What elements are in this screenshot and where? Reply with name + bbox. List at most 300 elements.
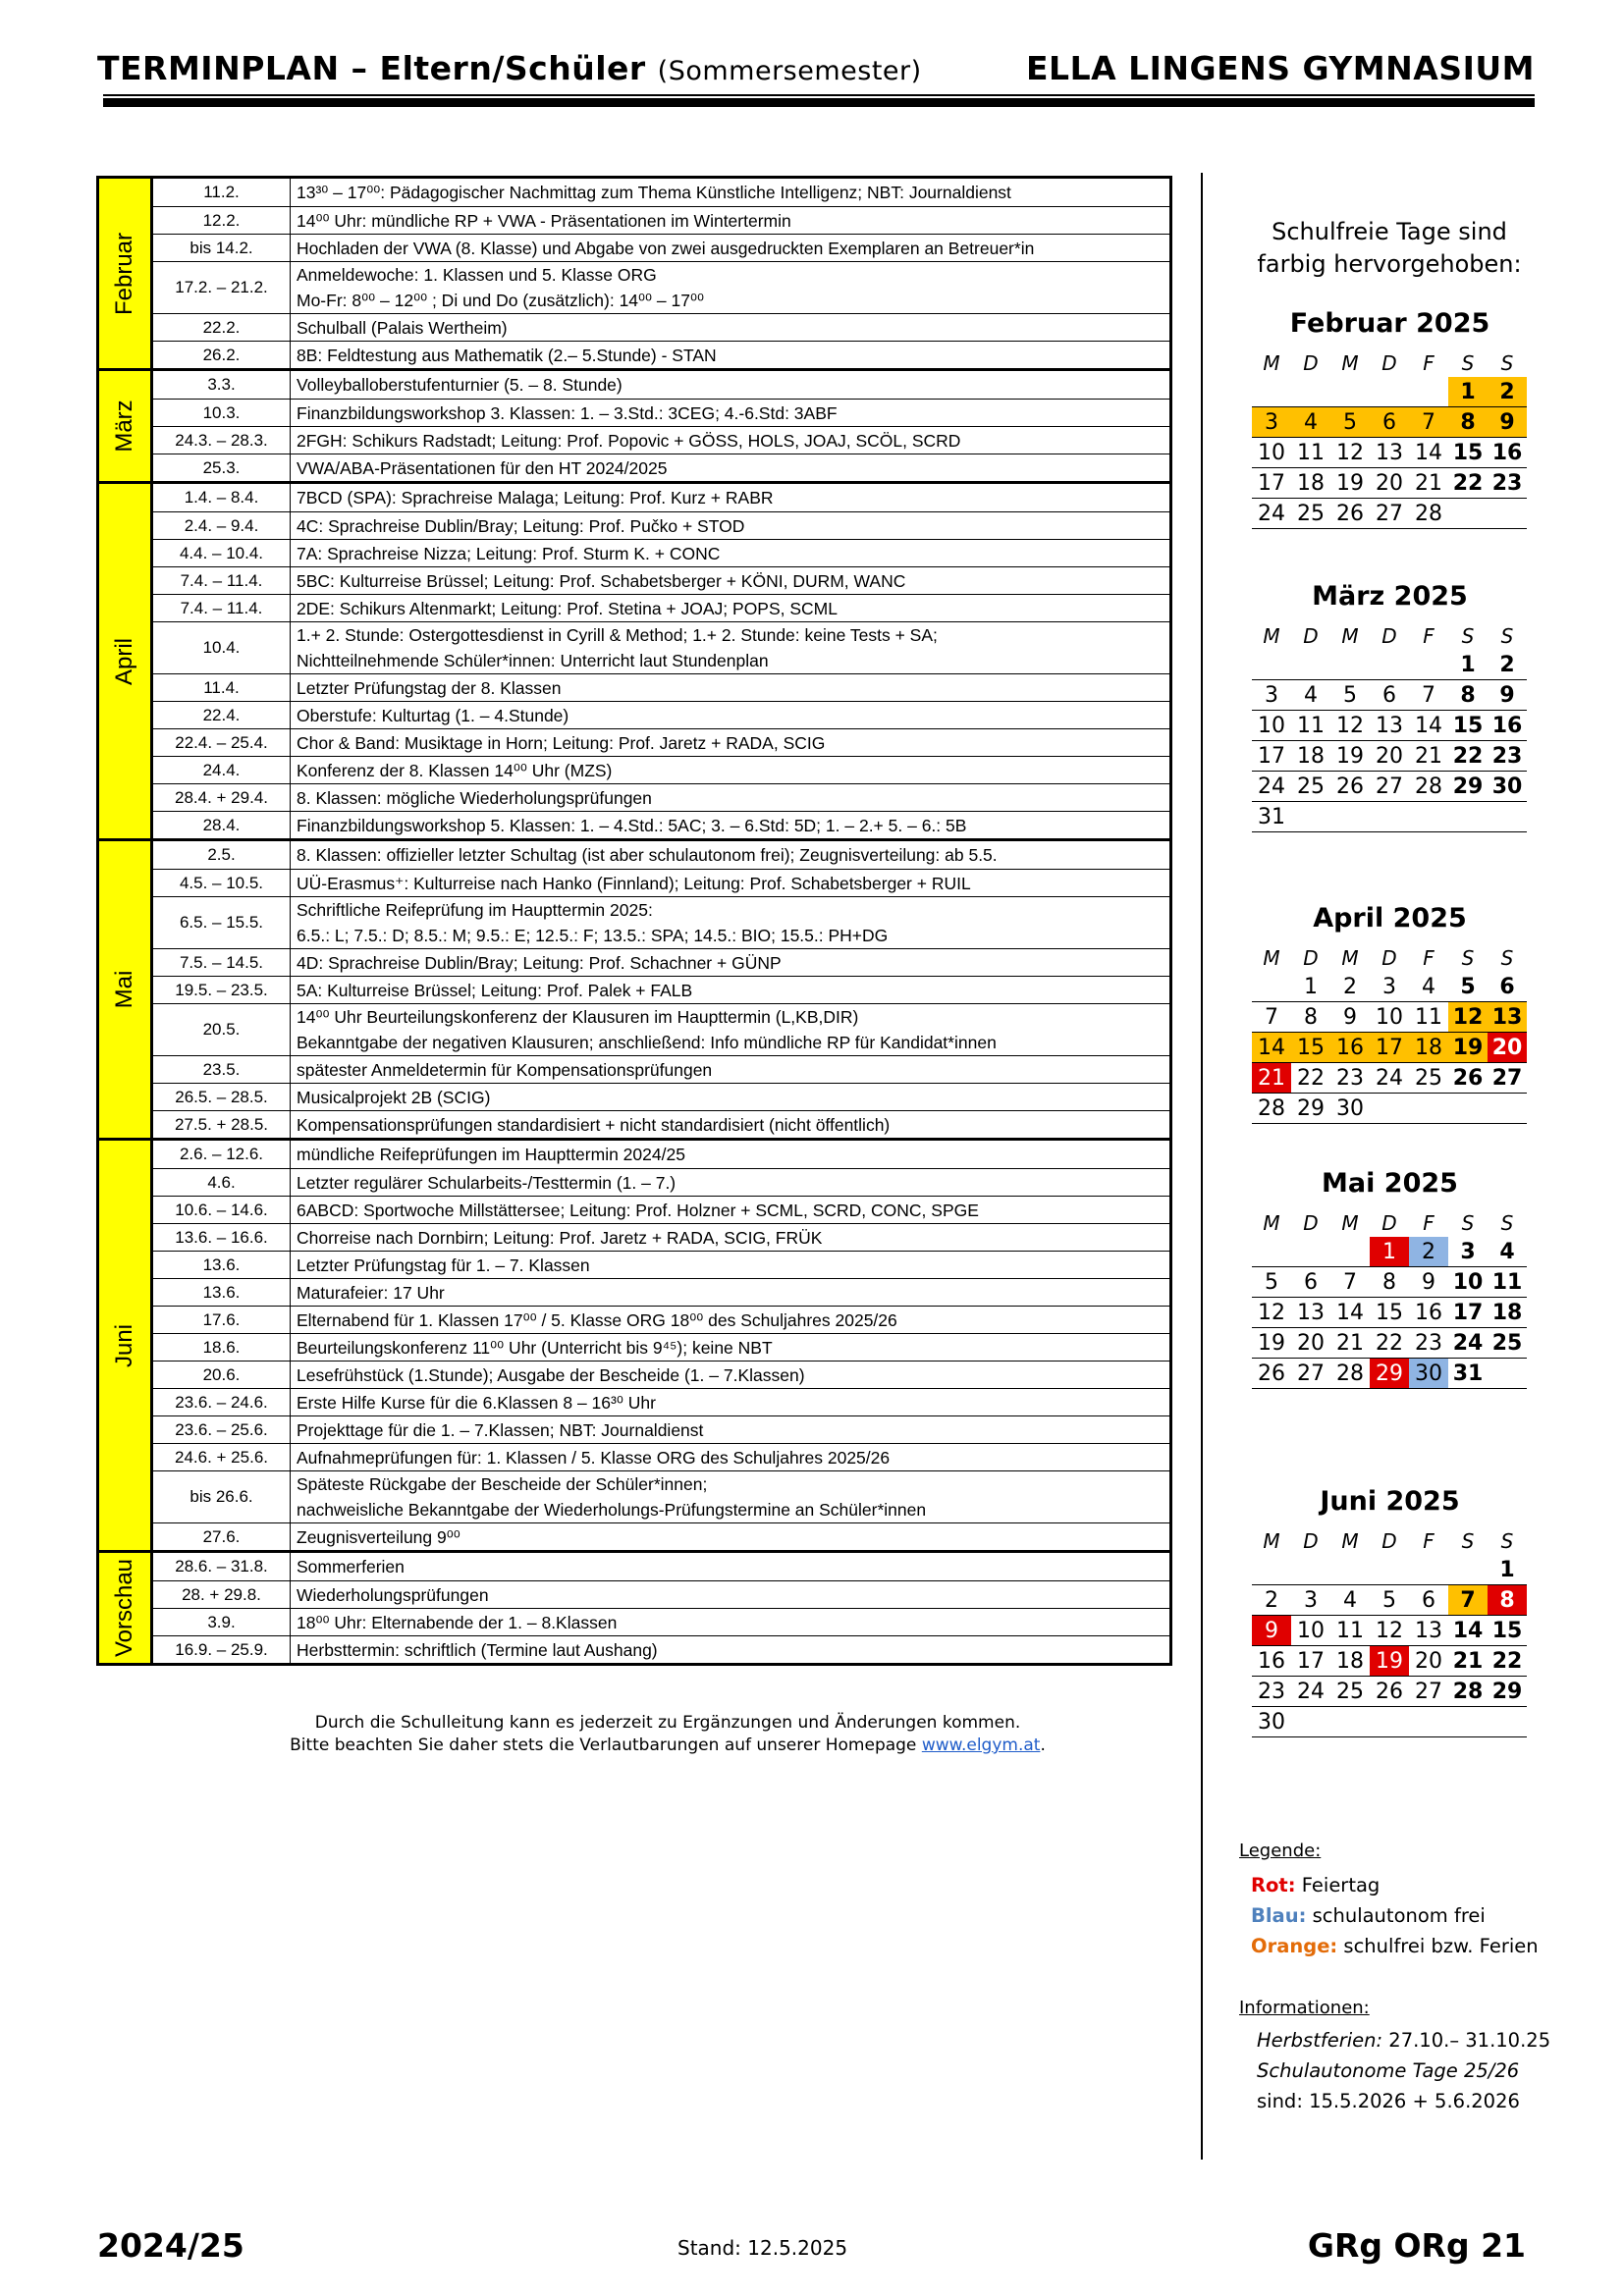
table-row <box>153 1553 1169 1580</box>
calendar-day: 15 <box>1488 1616 1527 1646</box>
weekday-label: D <box>1381 1211 1397 1235</box>
header-rule-thick <box>103 98 1535 107</box>
calendar-day: 11 <box>1488 1267 1527 1298</box>
event-date: 22.4. – 25.4. <box>153 729 291 756</box>
calendar-day: 17 <box>1252 468 1291 499</box>
table-row <box>153 371 1169 399</box>
calendar-day: 29 <box>1488 1677 1527 1707</box>
calendar-day: 9 <box>1488 680 1527 711</box>
event-date: bis 26.6. <box>153 1471 291 1522</box>
table-row <box>153 1003 1169 1055</box>
calendar-empty-cell <box>1330 377 1370 407</box>
table-row <box>153 701 1169 728</box>
calendar-day: 5 <box>1330 407 1370 438</box>
calendar-day: 12 <box>1448 1002 1488 1033</box>
weekday-label: D <box>1381 351 1397 375</box>
homepage-link[interactable]: www.elgym.at <box>921 1735 1041 1755</box>
weekday-label: D <box>1381 1529 1397 1553</box>
calendar-day: 21 <box>1252 1063 1291 1094</box>
calendar-day: 5 <box>1252 1267 1291 1298</box>
event-text: Letzter regulärer Schularbeits-/Testtermin (1. – 7.) <box>297 1172 677 1193</box>
table-row <box>153 1415 1169 1443</box>
event-text: 5BC: Kulturreise Brüssel; Leitung: Prof. Schabetsberger + KÖNI, DURM, WANC <box>297 570 906 591</box>
event-date: 27.6. <box>153 1523 291 1550</box>
calendar-day: 1 <box>1448 377 1488 407</box>
calendar-day: 12 <box>1330 438 1370 468</box>
calendar-day: 29 <box>1291 1094 1330 1124</box>
calendar-day: 6 <box>1291 1267 1330 1298</box>
weekday-label: D <box>1381 946 1397 970</box>
calendar-day: 23 <box>1330 1063 1370 1094</box>
calendar-day: 31 <box>1252 802 1291 832</box>
calendar-day: 14 <box>1252 1033 1291 1063</box>
weekday-label: S <box>1461 1211 1475 1235</box>
calendar-day: 2 <box>1252 1585 1291 1616</box>
calendar-empty-cell <box>1448 1094 1488 1124</box>
event-date: 17.6. <box>153 1307 291 1333</box>
table-row <box>153 1110 1169 1138</box>
legend-red: Rot: Feiertag <box>1251 1874 1380 1896</box>
event-text: UÜ-Erasmus⁺: Kulturreise nach Hanko (Finnland); Leitung: Prof. Schabetsberger + RUIL <box>297 873 971 893</box>
footer-stand: Stand: 12.5.2025 <box>677 2236 848 2260</box>
calendar-empty-cell <box>1488 1359 1527 1389</box>
calendar-empty-cell <box>1448 802 1488 832</box>
calendar-day: 9 <box>1330 1002 1370 1033</box>
page-subtitle: (Sommersemester) <box>657 56 922 86</box>
calendar-day: 29 <box>1370 1359 1409 1389</box>
event-text: Musicalprojekt 2B (SCIG) <box>297 1087 491 1107</box>
calendar-empty-cell <box>1488 1707 1527 1737</box>
info-autonom-value: sind: 15.5.2026 + 5.6.2026 <box>1257 2090 1520 2112</box>
calendar-empty-cell <box>1291 1555 1330 1585</box>
calendar-day: 2 <box>1409 1237 1448 1267</box>
event-text: Beurteilungskonferenz 11⁰⁰ Uhr (Unterricht bis 9⁴⁵); keine NBT <box>297 1337 773 1358</box>
table-row <box>153 1388 1169 1415</box>
calendar-day: 23 <box>1488 741 1527 772</box>
table-row <box>153 341 1169 368</box>
event-text: Chorreise nach Dornbirn; Leitung: Prof. Jaretz + RADA, SCIG, FRÜK <box>297 1227 823 1248</box>
legend-heading: Legende: <box>1239 1841 1322 1861</box>
calendar-day: 4 <box>1330 1585 1370 1616</box>
calendar-day: 27 <box>1370 499 1409 529</box>
calendar-empty-cell <box>1330 650 1370 680</box>
table-row <box>153 1223 1169 1251</box>
weekday-label: S <box>1500 351 1514 375</box>
calendar-title: März 2025 <box>1312 581 1468 612</box>
weekday-label: S <box>1500 1529 1514 1553</box>
event-text: Finanzbildungsworkshop 3. Klassen: 1. – 3.Std.: 3CEG; 4.-6.Std: 3ABF <box>297 402 838 423</box>
weekday-label: M <box>1263 946 1280 970</box>
weekday-header <box>1252 944 1528 972</box>
calendar-day: 13 <box>1291 1298 1330 1328</box>
calendar-empty-cell <box>1488 499 1527 529</box>
event-text: 18⁰⁰ Uhr: Elternabende der 1. – 8.Klassen <box>297 1612 618 1632</box>
event-date: 2.4. – 9.4. <box>153 512 291 539</box>
calendar-day: 16 <box>1252 1646 1291 1677</box>
event-date: 6.5. – 15.5. <box>153 897 291 948</box>
calendar-day: 12 <box>1330 711 1370 741</box>
calendar-day: 19 <box>1330 741 1370 772</box>
calendar-day: 19 <box>1448 1033 1488 1063</box>
table-row <box>153 1443 1169 1470</box>
schedule-table <box>96 176 1172 1666</box>
calendar-day: 26 <box>1330 499 1370 529</box>
calendar-empty-cell <box>1252 972 1291 1002</box>
calendar-day: 7 <box>1448 1585 1488 1616</box>
event-date: 23.5. <box>153 1056 291 1083</box>
calendar-empty-cell <box>1330 1707 1370 1737</box>
event-text: Konferenz der 8. Klassen 14⁰⁰ Uhr (MZS) <box>297 760 613 780</box>
event-text: 7A: Sprachreise Nizza; Leitung: Prof. Sturm K. + CONC <box>297 543 721 563</box>
month-block-februar <box>99 179 1169 368</box>
event-date: 28.4. + 29.4. <box>153 784 291 811</box>
table-row <box>153 1470 1169 1522</box>
calendar-day: 16 <box>1409 1298 1448 1328</box>
calendar-day: 15 <box>1448 438 1488 468</box>
calendar-day: 13 <box>1488 1002 1527 1033</box>
calendar-grid <box>1252 972 1528 1124</box>
event-text: VWA/ABA-Präsentationen für den HT 2024/2025 <box>297 457 668 478</box>
calendar-day: 15 <box>1370 1298 1409 1328</box>
calendar-day: 25 <box>1488 1328 1527 1359</box>
event-date: 20.5. <box>153 1004 291 1055</box>
event-date: 24.6. + 25.6. <box>153 1444 291 1470</box>
calendar-empty-cell <box>1330 1555 1370 1585</box>
event-text: Aufnahmeprüfungen für: 1. Klassen / 5. Klasse ORG des Schuljahres 2025/26 <box>297 1447 891 1468</box>
calendar-day: 3 <box>1448 1237 1488 1267</box>
calendar-title: Juni 2025 <box>1320 1486 1460 1517</box>
calendar-day: 21 <box>1409 468 1448 499</box>
legend <box>1239 1836 1553 1961</box>
weekday-header <box>1252 349 1528 377</box>
table-row <box>153 313 1169 341</box>
event-date: 4.4. – 10.4. <box>153 540 291 566</box>
calendar-day: 20 <box>1488 1033 1527 1063</box>
calendar-day: 14 <box>1409 438 1448 468</box>
table-row <box>153 1635 1169 1663</box>
calendar-empty-cell <box>1291 802 1330 832</box>
calendar-day: 10 <box>1252 438 1291 468</box>
calendar-empty-cell <box>1488 802 1527 832</box>
calendar-empty-cell <box>1252 377 1291 407</box>
table-row <box>153 1055 1169 1083</box>
table-row <box>153 756 1169 783</box>
calendar-empty-cell <box>1409 802 1448 832</box>
weekday-header <box>1252 1527 1528 1555</box>
event-date: 13.6. – 16.6. <box>153 1224 291 1251</box>
calendar-day: 28 <box>1409 772 1448 802</box>
calendar-day: 20 <box>1370 741 1409 772</box>
calendar-day: 24 <box>1370 1063 1409 1094</box>
calendar-day: 13 <box>1370 711 1409 741</box>
month-label: Vorschau <box>99 1553 153 1663</box>
weekday-label: D <box>1303 624 1319 648</box>
note-line-1: Durch die Schulleitung kann es jederzeit zu Ergänzungen und Änderungen kommen. <box>314 1713 1021 1733</box>
event-text: 4C: Sprachreise Dublin/Bray; Leitung: Prof. Pučko + STOD <box>297 515 745 536</box>
event-date: 13.6. <box>153 1252 291 1278</box>
weekday-label: D <box>1303 351 1319 375</box>
calendar-day: 8 <box>1291 1002 1330 1033</box>
event-date: 23.6. – 24.6. <box>153 1389 291 1415</box>
calendar-day: 24 <box>1252 499 1291 529</box>
table-row <box>153 1333 1169 1361</box>
calendar-day: 30 <box>1252 1707 1291 1737</box>
event-text: Elternabend für 1. Klassen 17⁰⁰ / 5. Klasse ORG 18⁰⁰ des Schuljahres 2025/26 <box>297 1309 897 1330</box>
calendar-empty-cell <box>1370 377 1409 407</box>
event-date: 10.6. – 14.6. <box>153 1197 291 1223</box>
event-text: 1.+ 2. Stunde: Ostergottesdienst in Cyrill & Method; 1.+ 2. Stunde: keine Tests + SA; Nichtteilnehmende Schüler*innen: Unterricht laut Stundenplan <box>297 625 938 670</box>
calendar-day: 26 <box>1448 1063 1488 1094</box>
table-row <box>153 179 1169 206</box>
calendar-day: 16 <box>1488 438 1527 468</box>
calendar-day: 5 <box>1370 1585 1409 1616</box>
calendar-day: 26 <box>1370 1677 1409 1707</box>
table-row <box>153 1251 1169 1278</box>
table-row <box>153 539 1169 566</box>
calendar-empty-cell <box>1370 802 1409 832</box>
calendar-empty-cell <box>1252 1555 1291 1585</box>
calendar-day: 2 <box>1330 972 1370 1002</box>
calendar-empty-cell <box>1252 650 1291 680</box>
weekday-label: M <box>1263 1211 1280 1235</box>
calendar-title: Mai 2025 <box>1322 1168 1458 1199</box>
weekday-label: S <box>1461 351 1475 375</box>
table-row <box>153 869 1169 896</box>
event-text: Hochladen der VWA (8. Klasse) und Abgabe von zwei ausgedruckten Exemplaren an Betreuer*in <box>297 238 1035 258</box>
event-text: spätester Anmeldetermin für Kompensationsprüfungen <box>297 1059 713 1080</box>
calendar-day: 23 <box>1252 1677 1291 1707</box>
calendar-month <box>1252 1166 1528 1389</box>
event-date: 10.4. <box>153 622 291 673</box>
calendar-day: 11 <box>1291 711 1330 741</box>
month-block-vorschau <box>99 1550 1169 1663</box>
weekday-label: D <box>1381 624 1397 648</box>
weekday-header <box>1252 1209 1528 1237</box>
calendar-month <box>1252 306 1528 529</box>
event-text: Oberstufe: Kulturtag (1. – 4.Stunde) <box>297 705 569 725</box>
event-date: 3.9. <box>153 1609 291 1635</box>
table-row <box>153 1306 1169 1333</box>
calendar-month <box>1252 579 1528 832</box>
table-row <box>153 566 1169 594</box>
calendar-empty-cell <box>1409 1094 1448 1124</box>
table-row <box>153 1278 1169 1306</box>
table-row <box>153 1168 1169 1196</box>
calendar-day: 30 <box>1488 772 1527 802</box>
calendar-day: 16 <box>1330 1033 1370 1063</box>
calendar-day: 25 <box>1409 1063 1448 1094</box>
calendar-day: 4 <box>1488 1237 1527 1267</box>
calendar-day: 23 <box>1409 1328 1448 1359</box>
calendar-day: 10 <box>1252 711 1291 741</box>
event-date: 25.3. <box>153 454 291 481</box>
calendar-day: 10 <box>1291 1616 1330 1646</box>
event-text: 14⁰⁰ Uhr: mündliche RP + VWA - Präsentationen im Wintertermin <box>297 210 791 231</box>
table-row <box>153 511 1169 539</box>
event-text: 6ABCD: Sportwoche Millstättersee; Leitung: Prof. Holzner + SCML, SCRD, CONC, SPGE <box>297 1200 979 1220</box>
event-date: 2.6. – 12.6. <box>153 1141 291 1168</box>
event-text: Späteste Rückgabe der Bescheide der Schüler*innen; nachweisliche Bekanntgabe der Wiederholungs-Prüfungstermine an Schüler*innen <box>297 1474 927 1520</box>
event-text: Herbsttermin: schriftlich (Termine laut Aushang) <box>297 1639 658 1660</box>
info-heading: Informationen: <box>1239 1998 1370 2018</box>
calendar-day: 22 <box>1291 1063 1330 1094</box>
table-row <box>153 1580 1169 1608</box>
event-text: Finanzbildungsworkshop 5. Klassen: 1. – 4.Std.: 5AC; 3. – 6.Std: 5D; 1. – 2.+ 5. – 6.: 5B <box>297 815 967 835</box>
calendar-day: 29 <box>1448 772 1488 802</box>
calendar-empty-cell <box>1252 1237 1291 1267</box>
event-date: 7.4. – 11.4. <box>153 567 291 594</box>
calendar-empty-cell <box>1291 377 1330 407</box>
event-date: 13.6. <box>153 1279 291 1306</box>
event-text: Zeugnisverteilung 9⁰⁰ <box>297 1526 460 1547</box>
table-row <box>153 426 1169 454</box>
calendar-day: 16 <box>1488 711 1527 741</box>
table-row <box>153 948 1169 976</box>
event-text: Erste Hilfe Kurse für die 6.Klassen 8 – 16³⁰ Uhr <box>297 1392 656 1413</box>
calendar-day: 5 <box>1330 680 1370 711</box>
event-text: 8. Klassen: mögliche Wiederholungsprüfungen <box>297 787 652 808</box>
sidebar-heading: Schulfreie Tage sind farbig hervorgehoben: <box>1257 218 1522 278</box>
weekday-label: M <box>1263 1529 1280 1553</box>
table-row <box>153 234 1169 261</box>
calendar-day: 14 <box>1448 1616 1488 1646</box>
event-date: 4.5. – 10.5. <box>153 870 291 896</box>
calendar-day: 12 <box>1370 1616 1409 1646</box>
calendar-day: 11 <box>1330 1616 1370 1646</box>
calendar-title: Februar 2025 <box>1289 308 1490 339</box>
calendar-day: 6 <box>1409 1585 1448 1616</box>
table-row <box>153 783 1169 811</box>
calendar-day: 19 <box>1370 1646 1409 1677</box>
weekday-label: M <box>1341 624 1359 648</box>
info-autonom-label: Schulautonome Tage 25/26 <box>1257 2059 1520 2082</box>
calendar-day: 11 <box>1409 1002 1448 1033</box>
event-date: 28.4. <box>153 812 291 838</box>
weekday-label: D <box>1303 1211 1319 1235</box>
event-text: Anmeldewoche: 1. Klassen und 5. Klasse ORG Mo-Fr: 8⁰⁰ – 12⁰⁰ ; Di und Do (zusätzlich): 14⁰⁰ – 17⁰⁰ <box>297 265 705 310</box>
legend-blue: Blau: schulautonom frei <box>1251 1904 1486 1927</box>
month-block-mai <box>99 838 1169 1138</box>
event-date: 19.5. – 23.5. <box>153 977 291 1003</box>
event-date: bis 14.2. <box>153 235 291 261</box>
event-date: 7.4. – 11.4. <box>153 595 291 621</box>
weekday-label: F <box>1423 351 1435 375</box>
calendar-day: 26 <box>1252 1359 1291 1389</box>
calendar-empty-cell <box>1330 802 1370 832</box>
table-row <box>153 1608 1169 1635</box>
event-date: 16.9. – 25.9. <box>153 1636 291 1663</box>
event-date: 20.6. <box>153 1362 291 1388</box>
school-name: ELLA LINGENS GYMNASIUM <box>1026 49 1535 87</box>
note-line-2: Bitte beachten Sie daher stets die Verlautbarungen auf unserer Homepage www.elgym.at. <box>290 1735 1046 1755</box>
calendar-day: 6 <box>1370 407 1409 438</box>
calendar-day: 6 <box>1488 972 1527 1002</box>
calendar-grid <box>1252 1555 1528 1737</box>
event-date: 22.2. <box>153 314 291 341</box>
event-date: 24.3. – 28.3. <box>153 427 291 454</box>
weekday-label: M <box>1341 351 1359 375</box>
calendar-day: 1 <box>1448 650 1488 680</box>
calendar-day: 18 <box>1488 1298 1527 1328</box>
calendar-day: 14 <box>1409 711 1448 741</box>
weekday-label: S <box>1461 1529 1475 1553</box>
calendar-day: 17 <box>1252 741 1291 772</box>
calendar-day: 1 <box>1370 1237 1409 1267</box>
calendar-day: 21 <box>1409 741 1448 772</box>
event-date: 24.4. <box>153 757 291 783</box>
weekday-label: F <box>1423 624 1435 648</box>
calendar-day: 18 <box>1330 1646 1370 1677</box>
calendar-day: 15 <box>1291 1033 1330 1063</box>
calendar-day: 27 <box>1291 1359 1330 1389</box>
calendar-month <box>1252 1484 1528 1737</box>
month-block-märz <box>99 368 1169 481</box>
disclaimer-note <box>177 1712 1159 1757</box>
calendar-day: 7 <box>1409 407 1448 438</box>
calendar-empty-cell <box>1291 1237 1330 1267</box>
calendar-day: 3 <box>1252 680 1291 711</box>
calendar-day: 7 <box>1409 680 1448 711</box>
weekday-label: S <box>1500 946 1514 970</box>
calendar-empty-cell <box>1409 377 1448 407</box>
calendar-grid <box>1252 1237 1528 1389</box>
table-row <box>153 728 1169 756</box>
weekday-label: M <box>1263 624 1280 648</box>
event-date: 28.6. – 31.8. <box>153 1553 291 1580</box>
calendar-day: 28 <box>1448 1677 1488 1707</box>
footer-code: GRg ORg 21 <box>1307 2226 1526 2265</box>
calendar-day: 22 <box>1448 741 1488 772</box>
weekday-label: S <box>1500 1211 1514 1235</box>
calendar-empty-cell <box>1409 1707 1448 1737</box>
calendar-day: 30 <box>1409 1359 1448 1389</box>
calendar-day: 8 <box>1448 680 1488 711</box>
calendar-day: 9 <box>1252 1616 1291 1646</box>
event-text: Volleyballoberstufenturnier (5. – 8. Stunde) <box>297 375 623 395</box>
event-date: 1.4. – 8.4. <box>153 484 291 511</box>
calendar-day: 28 <box>1409 499 1448 529</box>
event-date: 10.3. <box>153 400 291 426</box>
page-header <box>97 49 1535 98</box>
calendar-day: 8 <box>1488 1585 1527 1616</box>
calendar-day: 12 <box>1252 1298 1291 1328</box>
header-rule-thin <box>103 94 1535 96</box>
calendar-day: 11 <box>1291 438 1330 468</box>
event-date: 18.6. <box>153 1334 291 1361</box>
calendar-day: 14 <box>1330 1298 1370 1328</box>
event-text: Maturafeier: 17 Uhr <box>297 1282 445 1303</box>
table-row <box>153 594 1169 621</box>
event-text: 4D: Sprachreise Dublin/Bray; Leitung: Prof. Schachner + GÜNP <box>297 952 782 973</box>
weekday-label: F <box>1423 1529 1435 1553</box>
weekday-header <box>1252 622 1528 650</box>
calendar-day: 8 <box>1370 1267 1409 1298</box>
calendar-title: April 2025 <box>1313 903 1467 934</box>
page-title: TERMINPLAN – Eltern/Schüler (Sommersemester) <box>97 49 922 87</box>
calendar-day: 8 <box>1448 407 1488 438</box>
calendar-day: 27 <box>1370 772 1409 802</box>
event-text: Lesefrühstück (1.Stunde); Ausgabe der Bescheide (1. – 7.Klassen) <box>297 1364 805 1385</box>
table-row <box>153 841 1169 869</box>
calendar-day: 22 <box>1488 1646 1527 1677</box>
calendar-day: 18 <box>1409 1033 1448 1063</box>
event-text: 14⁰⁰ Uhr Beurteilungskonferenz der Klausuren im Haupttermin (L,KB,DIR) Bekanntgabe der negativen Klausuren; anschließend: Info mündliche RP für Kandidat*innen <box>297 1007 997 1052</box>
calendar-day: 7 <box>1252 1002 1291 1033</box>
event-text: 13³⁰ – 17⁰⁰: Pädagogischer Nachmittag zum Thema Künstliche Intelligenz; NBT: Journaldienst <box>297 183 1011 202</box>
calendar-day: 2 <box>1488 650 1527 680</box>
table-row <box>153 1196 1169 1223</box>
calendar-empty-cell <box>1291 650 1330 680</box>
